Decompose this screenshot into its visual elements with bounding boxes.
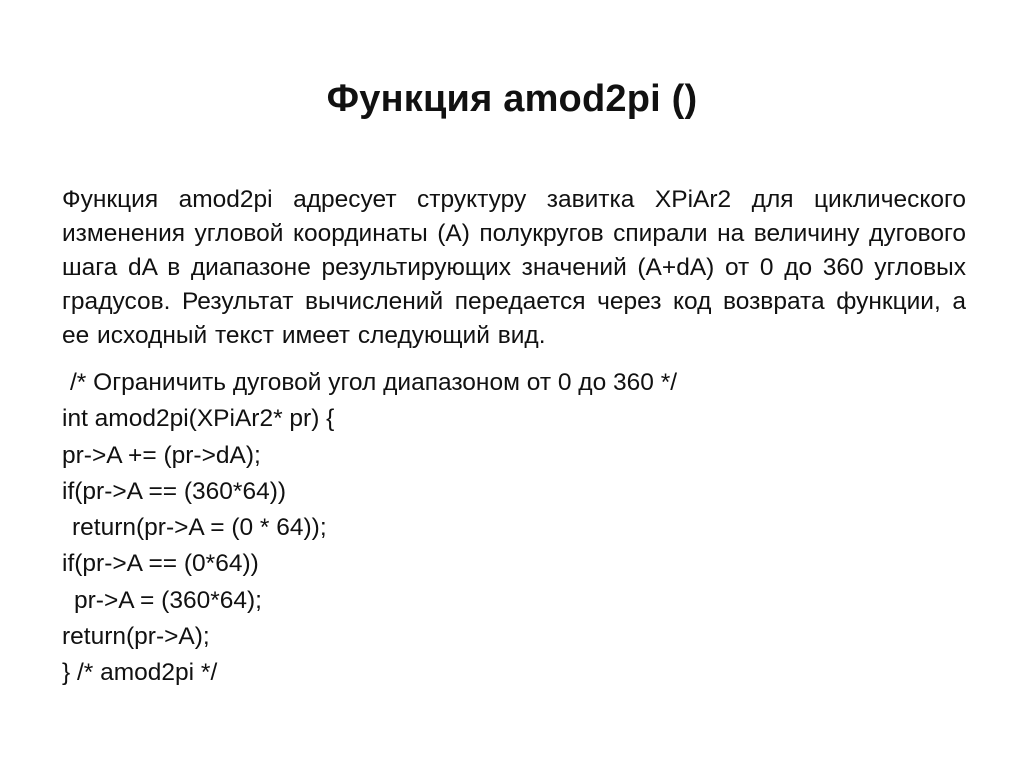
- code-line-assign-360: pr->A = (360*64);: [74, 586, 262, 614]
- code-line-return: return(pr->A);: [62, 623, 210, 651]
- code-line-comment: /* Ограничить дуговой угол диапазоном от 0 до 360 */: [70, 369, 678, 396]
- code-line-if-zero: if(pr->A == (0*64)): [62, 550, 259, 578]
- slide-title: Функция amod2pi (): [326, 78, 698, 120]
- code-line-increment: pr->A += (pr->dA);: [62, 441, 261, 469]
- description-paragraph: Функция amod2pi адресует структуру завитка XPiAr2 для циклического изменения угловой координаты (A) полукругов спирали на величину дугового шага dA в диапазоне результирующих значений (A+dA) от 0 до 360 угловых градусов. Результат вычислений передается через код возврата функции, а ее исходный текст имеет следующий вид.: [62, 186, 966, 349]
- code-line-closing: } /* amod2pi */: [62, 659, 218, 687]
- code-line-if-360: if(pr->A == (360*64)): [62, 477, 287, 505]
- code-listing: [62, 365, 966, 692]
- code-line-signature: int amod2pi(XPiAr2* pr) {: [62, 405, 335, 433]
- code-line-return-zero: return(pr->A = (0 * 64));: [72, 514, 327, 542]
- slide-body: [62, 183, 966, 353]
